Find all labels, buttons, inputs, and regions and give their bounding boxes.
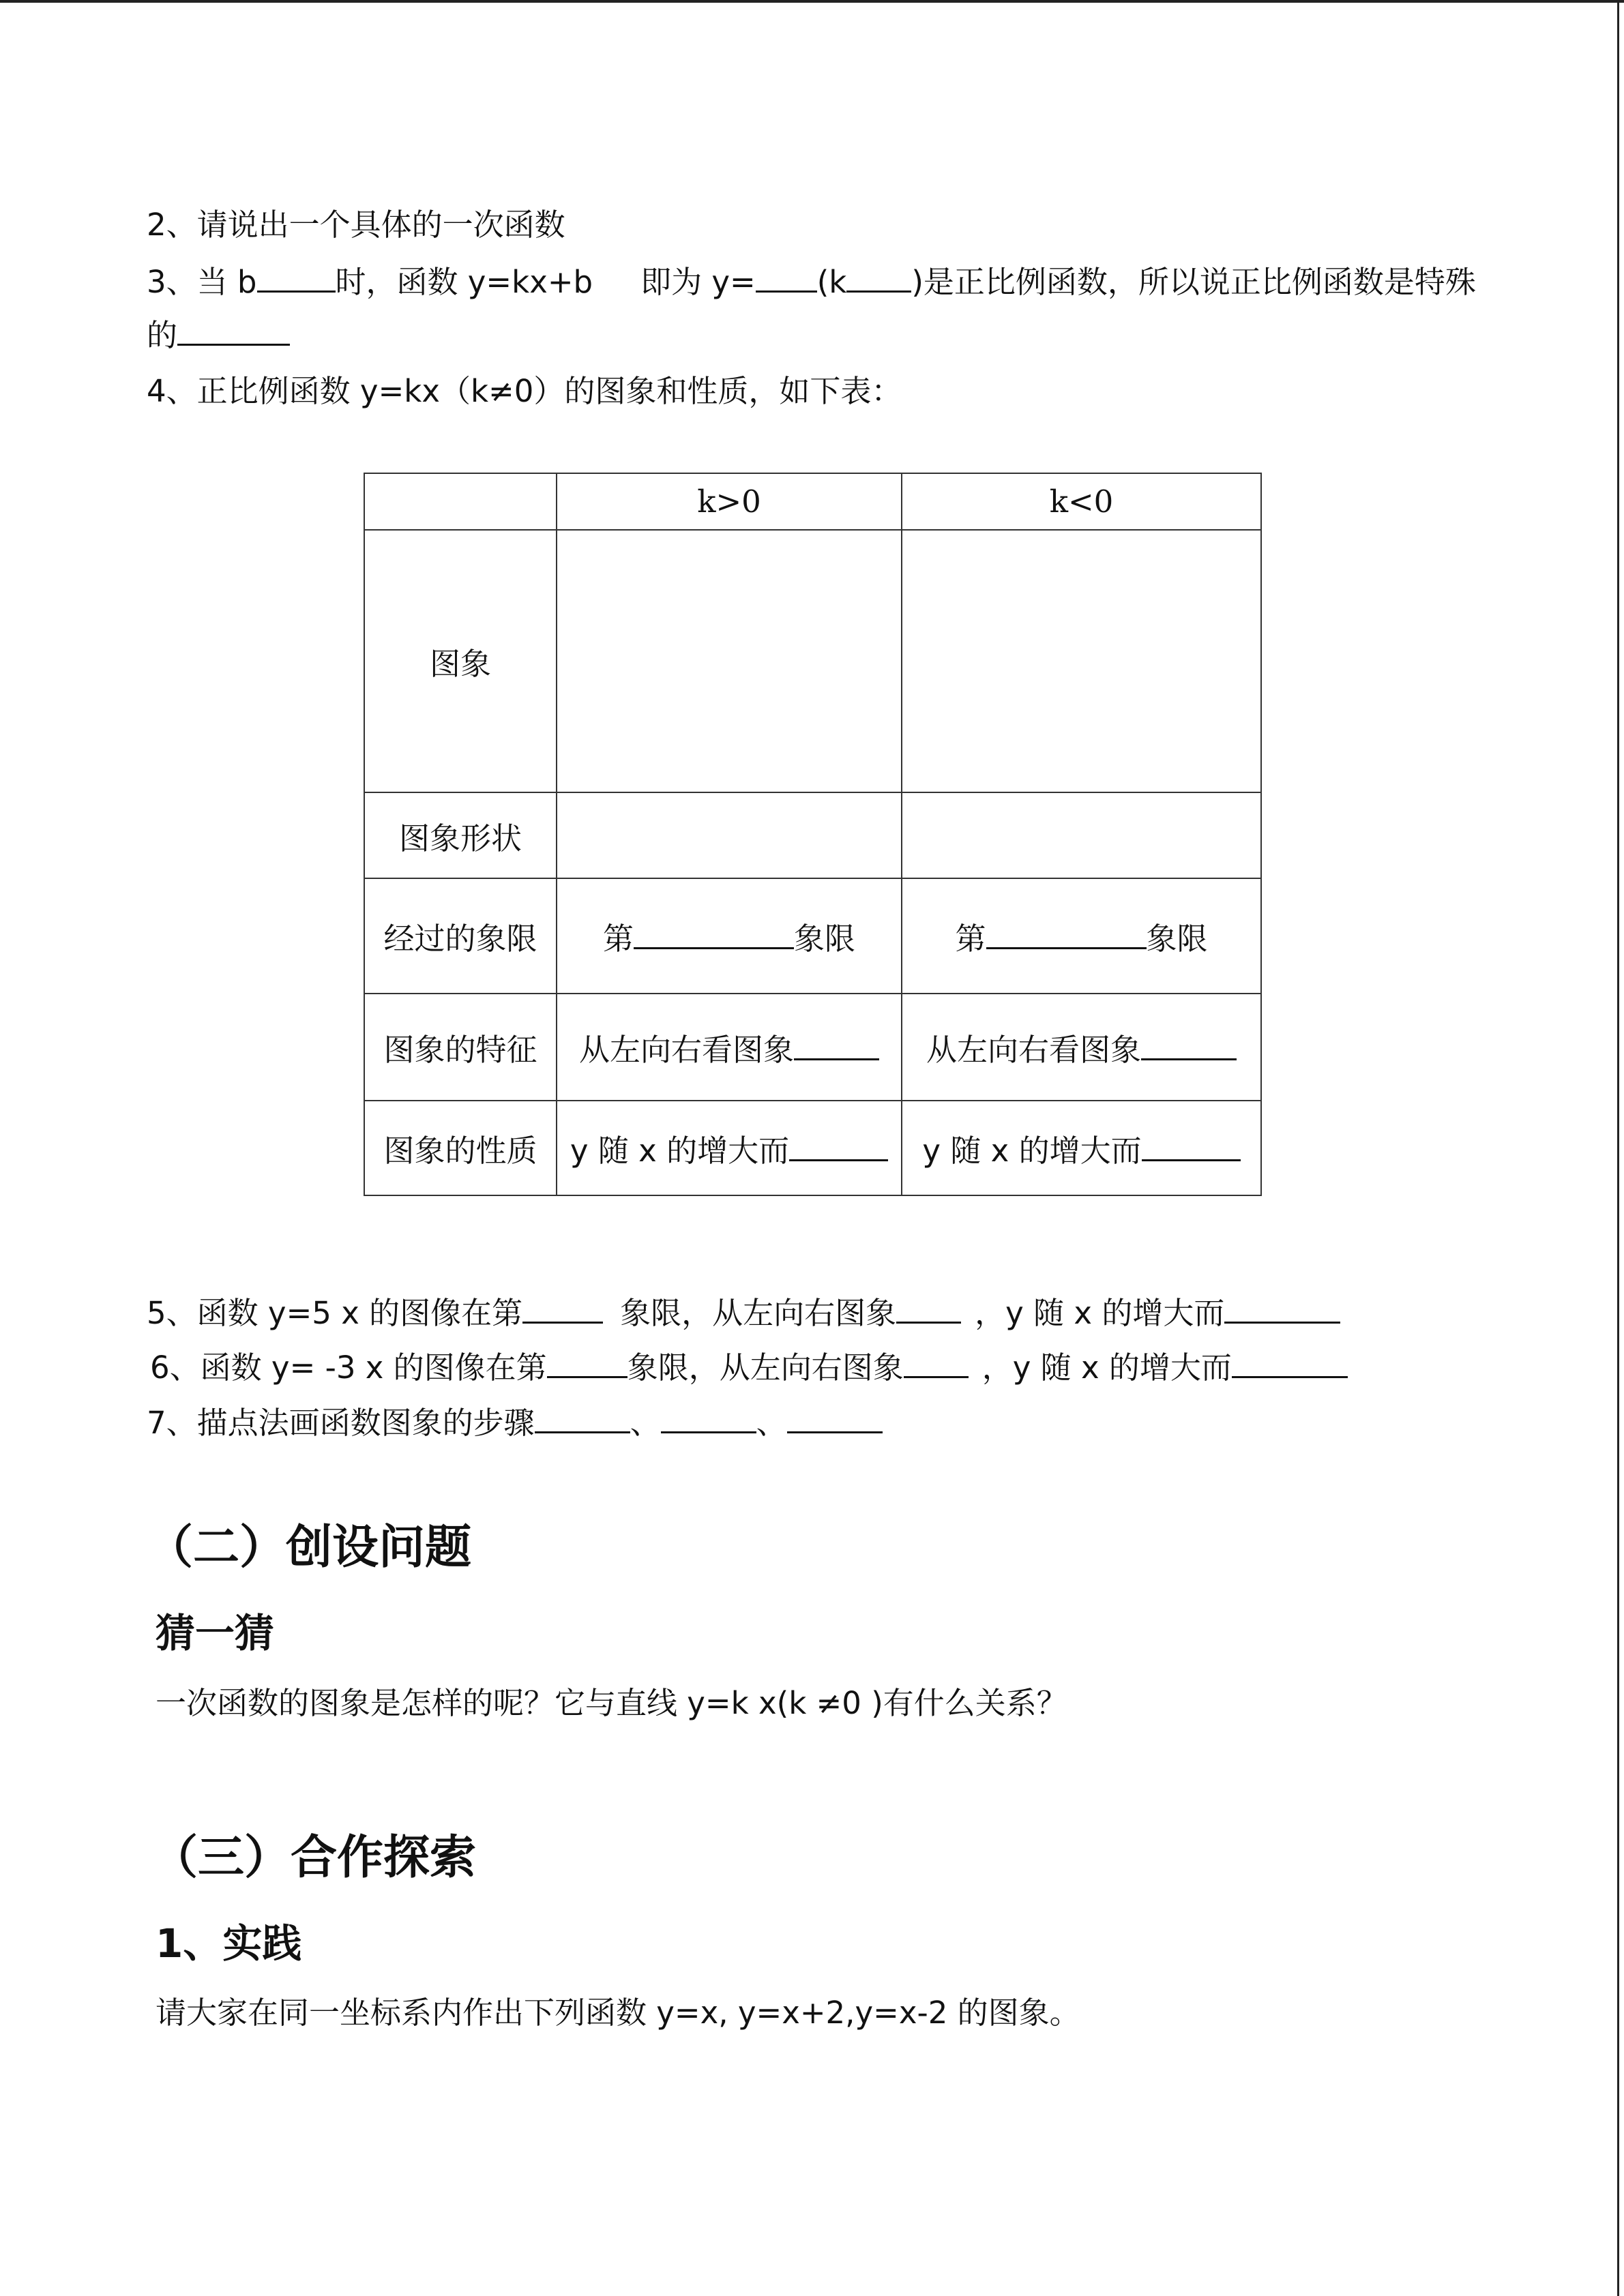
section-2-heading: （二）创设问题 [147, 1521, 472, 1575]
table-header-cell [364, 473, 557, 530]
feature-cell: 从左向右看图象 [557, 994, 902, 1101]
question-3-cont: 的 [147, 314, 290, 356]
answer-blank[interactable] [522, 1292, 603, 1324]
row-label: 图象的性质 [364, 1101, 557, 1195]
answer-blank[interactable] [1141, 1028, 1237, 1060]
answer-blank[interactable] [896, 1292, 961, 1324]
row-label: 图象形状 [364, 792, 557, 878]
table-row-property [364, 1101, 1261, 1195]
table-header-cell: k<0 [902, 473, 1261, 530]
answer-blank[interactable] [787, 1401, 883, 1433]
answer-blank[interactable] [789, 1129, 888, 1161]
answer-blank[interactable] [756, 260, 817, 293]
table-row-feature [364, 994, 1261, 1101]
feature-cell: 从左向右看图象 [902, 994, 1261, 1101]
quadrant-cell: 第 象限 [557, 878, 902, 994]
answer-blank[interactable] [986, 917, 1147, 949]
section-3-subheading: 1、实践 [156, 1920, 302, 1967]
section-3-heading: （三）合作探索 [151, 1831, 477, 1885]
answer-cell[interactable] [902, 792, 1261, 878]
answer-cell[interactable] [557, 530, 902, 792]
question-5: 5、函数 y=5 x 的图像在第 象限，从左向右图象 ，y 随 x 的增大而 [147, 1292, 1340, 1334]
answer-blank[interactable] [1224, 1292, 1340, 1324]
answer-blank[interactable] [1142, 1129, 1241, 1161]
table-row-shape [364, 792, 1261, 878]
answer-blank[interactable] [547, 1346, 628, 1378]
table-header-row [364, 473, 1261, 530]
table-header-cell: k>0 [557, 473, 902, 530]
answer-blank[interactable] [846, 260, 911, 293]
table-row-quadrant [364, 878, 1261, 994]
top-border [0, 0, 1624, 3]
question-3: 3、当 b 时，函数 y=kx+b 即为 y= (k )是正比例函数，所以说正比例函数是特殊 [147, 260, 1476, 303]
answer-cell[interactable] [902, 530, 1261, 792]
property-cell: y 随 x 的增大而 [557, 1101, 902, 1195]
row-label: 经过的象限 [364, 878, 557, 994]
right-border [1617, 0, 1619, 2296]
answer-blank[interactable] [1232, 1346, 1348, 1378]
question-7: 7、描点法画函数图象的步骤 、 、 [147, 1401, 883, 1444]
proportional-function-table [364, 473, 1262, 1196]
question-6: 6、函数 y= -3 x 的图像在第 象限，从左向右图象 ，y 随 x 的增大而 [150, 1346, 1348, 1388]
question-4: 4、正比例函数 y=kx（k≠0）的图象和性质，如下表： [147, 373, 902, 409]
answer-blank[interactable] [177, 314, 290, 346]
answer-cell[interactable] [557, 792, 902, 878]
answer-blank[interactable] [634, 917, 794, 949]
section-3-text: 请大家在同一坐标系内作出下列函数 y=x, y=x+2,y=x-2 的图象。 [156, 1995, 1080, 2031]
question-2: 2、请说出一个具体的一次函数 [147, 207, 565, 243]
answer-blank[interactable] [257, 260, 336, 293]
property-cell: y 随 x 的增大而 [902, 1101, 1261, 1195]
section-2-text: 一次函数的图象是怎样的呢？它与直线 y=k x(k ≠0 )有什么关系？ [156, 1685, 1067, 1721]
table-row-image [364, 530, 1261, 792]
answer-blank[interactable] [661, 1401, 756, 1433]
quadrant-cell: 第 象限 [902, 878, 1261, 994]
answer-blank[interactable] [794, 1028, 879, 1060]
section-2-subheading: 猜一猜 [156, 1610, 275, 1656]
row-label: 图象的特征 [364, 994, 557, 1101]
answer-blank[interactable] [904, 1346, 969, 1378]
answer-blank[interactable] [535, 1401, 630, 1433]
row-label: 图象 [364, 530, 557, 792]
